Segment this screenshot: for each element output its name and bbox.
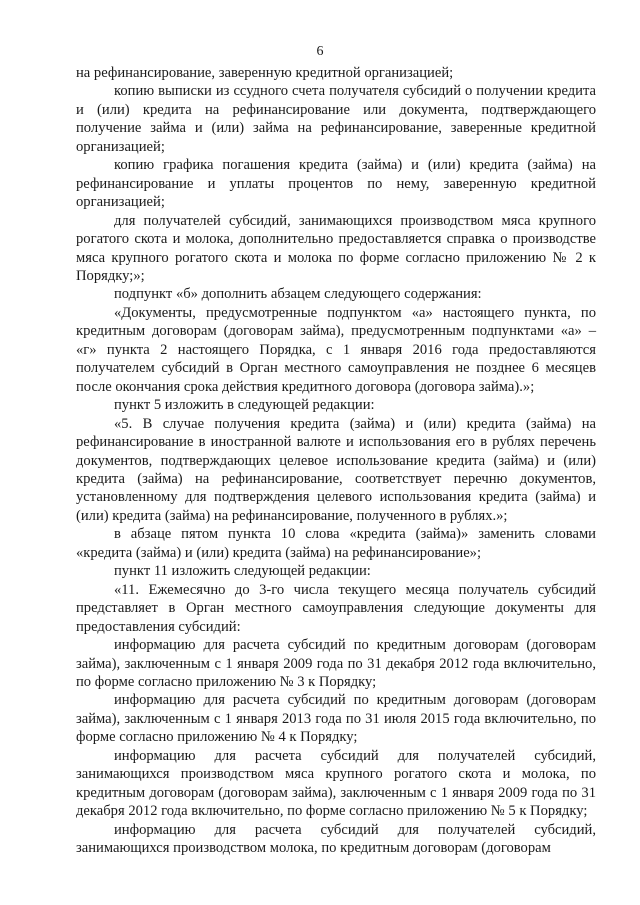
paragraph: информацию для расчета субсидий для получателей субсидий, занимающихся производством молока, по кредитным договорам (договорам [76, 821, 596, 857]
paragraph: в абзаце пятом пункта 10 слова «кредита (займа)» заменить словами «кредита (займа) и (или) кредита (займа) на рефинансирование»; [76, 526, 596, 561]
paragraph: «Документы, предусмотренные подпунктом «а» настоящего пункта, по кредитным договорам (договорам займа), предусмотренным подпунктами «а» – «г» пункта 2 настоящего Порядка, с 1 января 2016 года предоставляются получателем субсидий в Орган местного самоуправления не позднее 6 месяцев после окончания срока действия кредитного договора (договора займа).»; [76, 304, 596, 395]
paragraph: информацию для расчета субсидий для получателей субсидий, занимающихся производством мяса крупного рогатого скота и молока, по кредитным договорам (договорам займа), заключенным с 1 января 2009 года по 31 декабря 2012 года включительно, по форме согласно приложению № 5 к Порядку; [76, 747, 596, 820]
document-body [76, 64, 596, 857]
paragraph: пункт 5 изложить в следующей редакции: [114, 397, 375, 414]
paragraph: пункт 11 изложить следующей редакции: [114, 563, 371, 580]
paragraph: на рефинансирование, заверенную кредитной организацией; [76, 65, 454, 81]
paragraph: для получателей субсидий, занимающихся производством мяса крупного рогатого скота и молока, дополнительно предоставляется справка о производстве мяса крупного рогатого скота и молока по форме согласно приложению № 2 к Порядку;»; [76, 212, 596, 284]
paragraph: информацию для расчета субсидий по кредитным договорам (договорам займа), заключенным с 1 января 2009 года по 31 декабря 2012 года включительно, по форме согласно приложению № 3 к Порядку; [76, 637, 596, 690]
paragraph: информацию для расчета субсидий по кредитным договорам (договорам займа), заключенным с 1 января 2013 года по 31 июля 2015 года включительно, по форме согласно приложению № 4 к Порядку; [76, 692, 596, 746]
paragraph: копию графика погашения кредита (займа) и (или) кредита (займа) на рефинансирование и уплаты процентов по нему, заверенную кредитной организацией; [76, 157, 596, 211]
paragraph: копию выписки из ссудного счета получателя субсидий о получении кредита и (или) кредита на рефинансирование или документа, подтверждающего получение займа и (или) займа на рефинансирование, заверенные кредитной организацией; [76, 83, 596, 155]
paragraph: «5. В случае получения кредита (займа) и (или) кредита (займа) на рефинансирование в иностранной валюте и использования его в рублях перечень документов, подтверждающих целевое использование кредита (займа) и (или) кредита (займа) на рефинансирование, соответствует перечню документов, установленному для подтверждения целевого использования кредита (займа) и (или) кредита (займа) на рефинансирование, полученного в рублях.»; [76, 415, 596, 524]
paragraph: «11. Ежемесячно до 3-го числа текущего месяца получатель субсидий представляет в Орган местного самоуправления следующие документы для предоставления субсидий: [76, 581, 596, 635]
paragraph: подпункт «б» дополнить абзацем следующего содержания: [114, 286, 482, 303]
page-number: 6 [316, 44, 324, 59]
